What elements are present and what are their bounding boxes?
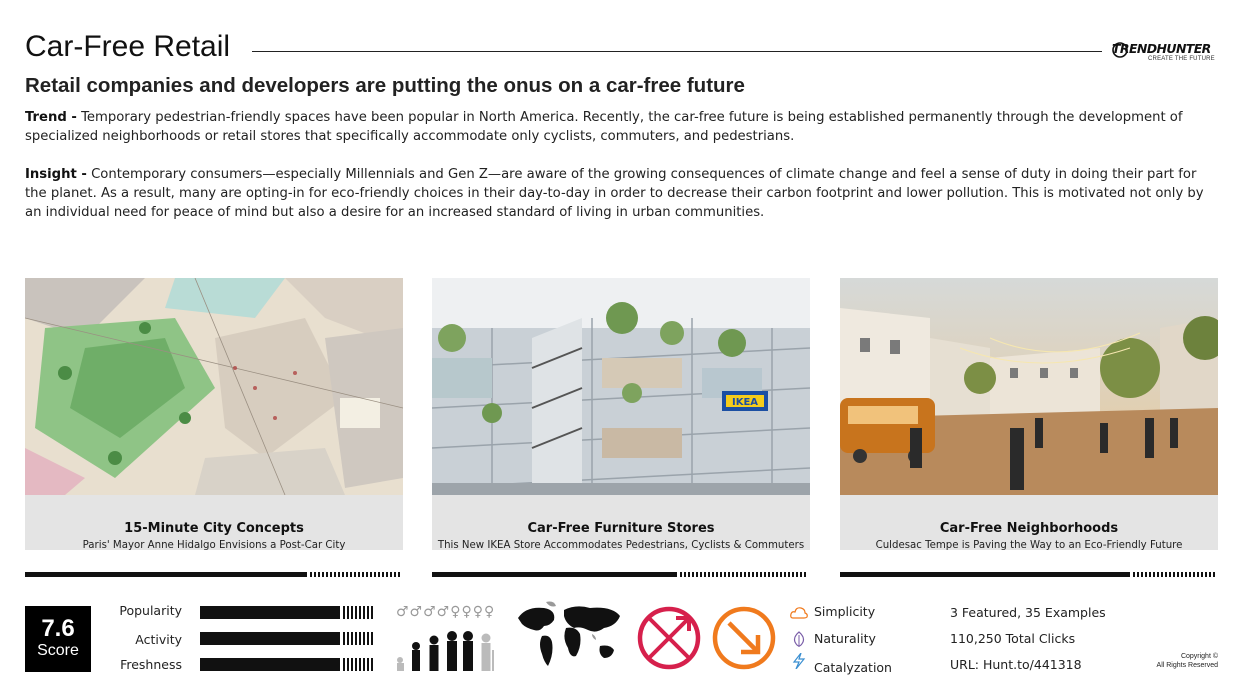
lightning-icon — [790, 653, 808, 669]
card-car-free-neighborhoods[interactable] — [840, 278, 1218, 578]
leaf-icon — [790, 631, 808, 647]
card-caption — [432, 495, 810, 550]
card-caption — [840, 495, 1218, 550]
trend-paragraph — [25, 108, 1215, 146]
insight-text: Contemporary consumers—especially Millennials and Gen Z—are aware of the growing consequences of climate change and feel a sense of duty in doing their part for the planet. As a result, many are opting-in for eco-friendly choices in their day-to-day in order to decrease their carbon footprint and lower pollution. This is motivated not only by an individual need for peace of mind but also a desire for an increased standard of living in urban communities. — [25, 167, 1204, 220]
card-title[interactable]: Car-Free Neighborhoods — [939, 521, 1119, 536]
insight-label: Insight - — [25, 167, 87, 182]
card-car-free-furniture[interactable] — [432, 278, 810, 578]
freshness-label: Freshness — [120, 657, 182, 672]
total-clicks: 110,250 Total Clicks — [950, 631, 1076, 646]
activity-bar — [200, 632, 376, 645]
card-title[interactable]: Car-Free Furniture Stores — [527, 521, 715, 536]
popularity-bar — [200, 606, 376, 619]
catalyzation-label: Catalyzation — [814, 660, 892, 675]
page-title: Car-Free Retail — [25, 30, 231, 63]
score-badge — [25, 606, 91, 672]
card-progress-bar — [25, 572, 403, 577]
crossed-arrow-circle-icon — [636, 605, 702, 671]
simplicity-label: Simplicity — [814, 604, 876, 619]
trendhunter-logo[interactable] — [1112, 41, 1220, 65]
logo-text: TRENDHUNTER — [1112, 41, 1211, 56]
title-divider — [252, 51, 1102, 52]
short-url-link[interactable]: URL: Hunt.to/441318 — [950, 657, 1082, 672]
score-label: Score — [37, 642, 79, 659]
popularity-label: Popularity — [119, 603, 182, 618]
cloud-icon — [790, 605, 808, 621]
down-right-arrow-circle-icon — [711, 605, 777, 671]
card-progress-bar — [840, 572, 1218, 577]
score-value: 7.6 — [41, 615, 75, 642]
logo-tagline: CREATE THE FUTURE — [1148, 56, 1215, 62]
activity-label: Activity — [135, 632, 182, 647]
gender-icons: ♂♂♂♂♀♀♀♀ — [396, 604, 496, 620]
card-subtitle: This New IKEA Store Accommodates Pedestrians, Cyclists & Commuters — [437, 540, 805, 551]
card-image-ikea-building[interactable] — [432, 278, 810, 495]
rights-line: All Rights Reserved — [1156, 662, 1218, 669]
naturality-label: Naturality — [814, 631, 876, 646]
insight-paragraph — [25, 165, 1215, 222]
freshness-bar — [200, 658, 376, 671]
age-groups-icon — [394, 622, 500, 672]
trend-label: Trend - — [25, 110, 77, 125]
card-progress-bar — [432, 572, 810, 577]
world-map-icon — [516, 600, 624, 672]
card-subtitle: Paris' Mayor Anne Hidalgo Envisions a Post-Car City — [82, 540, 346, 551]
copyright-notice — [1140, 652, 1218, 670]
card-image-neighborhood[interactable] — [840, 278, 1218, 495]
page-subtitle: Retail companies and developers are putting the onus on a car-free future — [25, 74, 745, 97]
card-title[interactable]: 15-Minute City Concepts — [124, 521, 304, 536]
ikea-sign-text: IKEA — [731, 397, 759, 408]
featured-count: 3 Featured, 35 Examples — [950, 605, 1106, 620]
card-subtitle: Culdesac Tempe is Paving the Way to an Eco-Friendly Future — [875, 540, 1183, 551]
card-caption — [25, 495, 403, 550]
card-image-city-illustration[interactable] — [25, 278, 403, 495]
trend-text: Temporary pedestrian-friendly spaces have been popular in North America. Recently, the car-free future is being established permanently through the development of specialized neighborhoods or retail stores that specifically accommodate only cyclists, commuters, and pedestrians. — [25, 110, 1183, 144]
copyright-line: Copyright © — [1180, 653, 1218, 660]
card-15-minute-city[interactable] — [25, 278, 403, 578]
